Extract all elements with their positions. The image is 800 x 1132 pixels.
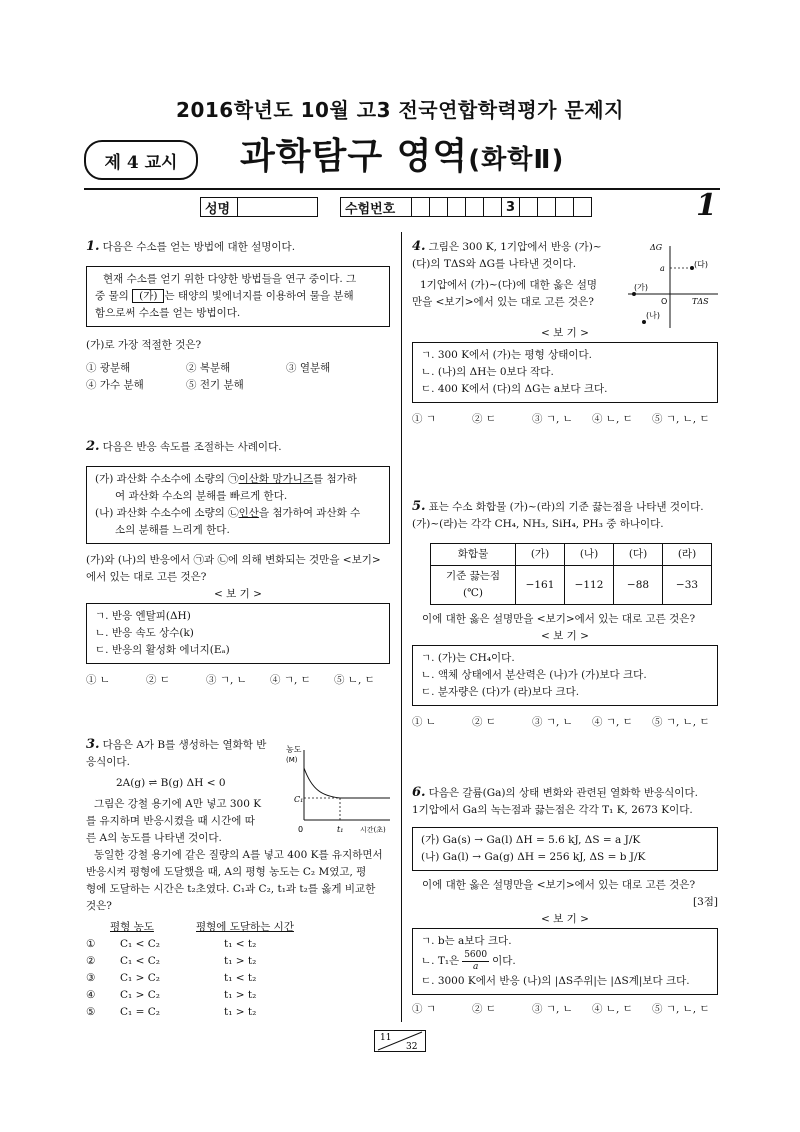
q3-table	[86, 919, 390, 1021]
q5-value-row: 기준 끓는점(℃) −161 −112 −88 −33	[431, 566, 712, 605]
bogi-item: ㄴ. (나)의 ΔH는 0보다 작다.	[421, 366, 554, 378]
q4-label-da: (다)	[694, 260, 708, 269]
exam-no-cell[interactable]	[412, 197, 430, 217]
q3-stem: 다음은 A가 B를 생성하는 열화학 반	[102, 739, 267, 751]
choice[interactable]: ③ ㄱ, ㄴ	[532, 1003, 573, 1015]
q4-graph-ylabel: ΔG	[650, 243, 663, 252]
exam-no-cell[interactable]	[430, 197, 448, 217]
q3-concentration-graph	[282, 740, 394, 840]
q4-graph-a: a	[660, 264, 665, 273]
q3-desc: 동일한 강철 용기에 같은 질량의 A를 넣고 400 K를 유지하면서	[94, 849, 383, 861]
q3-choice-row[interactable]: ⑤ C₁ = C₂ t₁ > t₂	[86, 1006, 257, 1018]
q4-label-ga: (가)	[634, 283, 648, 292]
q4-point-na	[642, 320, 646, 324]
choice[interactable]: ③ ㄱ, ㄴ	[206, 674, 247, 686]
choice[interactable]: ③ 열분해	[286, 362, 331, 374]
q3-number: 3.	[86, 737, 100, 752]
choice[interactable]: ⑤ ㄱ, ㄴ, ㄷ	[652, 413, 710, 425]
choice[interactable]: ① ㄴ	[86, 674, 110, 686]
q2-na: (나) 과산화 수소수에 소량의 ㉡인산을 첨가하여 과산화 수	[95, 507, 361, 519]
q6-choices	[412, 1001, 718, 1018]
fraction: 5600 a	[464, 950, 488, 972]
q5-ask: 이에 대한 옳은 설명만을 <보기>에서 있는 대로 고른 것은?	[422, 613, 696, 625]
q4-dg-tds-graph	[624, 238, 720, 330]
q5-header-row: 화합물 (가) (나) (다) (라)	[431, 544, 712, 566]
q3-choice-row[interactable]: ① C₁ < C₂ t₁ < t₂	[86, 938, 257, 950]
question-2	[86, 438, 390, 689]
exam-no-cell[interactable]	[466, 197, 484, 217]
page-number: 1	[696, 188, 717, 223]
q4-point-ga	[632, 292, 636, 296]
q2-bogi-title: < 보 기 >	[214, 588, 262, 600]
q4-stem-cont: (다)의 TΔS와 ΔG를 나타낸 것이다.	[412, 258, 577, 270]
exam-no-cell[interactable]	[556, 197, 574, 217]
choice[interactable]: ④ ㄴ, ㄷ	[592, 1003, 633, 1015]
q1-box-line: 중 물의 (가) 는 태양의 빛에너지를 이용하여 물을 분해	[95, 290, 354, 302]
bogi-item: ㄷ. 반응의 활성화 에너지(Eₐ)	[95, 644, 230, 656]
q6-box	[412, 827, 718, 871]
bogi-item: ㄱ. 반응 엔탈피(ΔH)	[95, 610, 191, 622]
q5-stem-cont: (가)~(라)는 각각 CH₄, NH₃, SiH₄, PH₃ 중 하나이다.	[412, 518, 664, 530]
choice[interactable]: ④ ㄱ, ㄷ	[592, 716, 633, 728]
choice[interactable]: ⑤ ㄴ, ㄷ	[334, 674, 375, 686]
name-number-row	[200, 197, 592, 217]
q6-bogi-title: < 보 기 >	[541, 913, 589, 925]
q2-ga: (가) 과산화 수소수에 소량의 ㉠이산화 망가니즈를 첨가하	[95, 473, 357, 485]
choice[interactable]: ② ㄷ	[472, 1003, 496, 1015]
q3-desc: 른 A의 농도를 나타낸 것이다.	[86, 832, 222, 844]
exam-no-cell[interactable]	[538, 197, 556, 217]
subject-main: 과학탐구 영역	[240, 136, 469, 177]
q4-number: 4.	[412, 239, 426, 254]
q3-stem-cont: 응식이다.	[86, 756, 130, 768]
q3-desc: 그림은 강철 용기에 A만 넣고 300 K	[94, 798, 262, 810]
exam-no-cell[interactable]	[520, 197, 538, 217]
q4-choices	[412, 411, 718, 428]
q1-box-line: 현재 수소를 얻기 위한 다양한 방법들을 연구 중이다. 그	[103, 273, 357, 285]
bogi-item: ㄴ. T₁은 5600 a 이다.	[421, 950, 516, 972]
choice[interactable]: ① ㄱ	[412, 1003, 436, 1015]
q4-stem-cont: 1기압에서 (가)~(다)에 대한 옳은 설명	[420, 279, 598, 291]
q5-number: 5.	[412, 499, 426, 514]
q3-desc: 형에 도달하는 시간은 t₂초였다. C₁과 C₂, t₁과 t₂를 옳게 비교한	[86, 883, 376, 895]
q3-graph-ylabel: 농도	[286, 745, 302, 754]
exam-no-cell[interactable]	[574, 197, 592, 217]
q5-stem: 표는 수소 화합물 (가)~(라)의 기준 끓는점을 나타낸 것이다.	[428, 501, 704, 513]
page-counter	[374, 1030, 426, 1052]
choice[interactable]: ④ ㄱ, ㄷ	[270, 674, 311, 686]
q3-graph-yunit: (M)	[286, 756, 298, 764]
q3-graph-c1: C₁	[294, 795, 304, 804]
bogi-item: ㄱ. (가)는 CH₄이다.	[421, 652, 515, 664]
choice[interactable]: ② ㄷ	[146, 674, 170, 686]
choice[interactable]: ① 광분해	[86, 362, 131, 374]
q3-equation: 2A(g) ⇌ B(g) ΔH < 0	[116, 777, 226, 789]
q3-desc: 것은?	[86, 900, 112, 912]
q4-bogi-title: < 보 기 >	[541, 327, 589, 339]
q5-table	[430, 543, 712, 605]
q2-number: 2.	[86, 439, 100, 454]
page-current: 11	[380, 1033, 392, 1043]
q3-graph-origin: 0	[298, 825, 304, 834]
q6-stem-cont: 1기압에서 Ga의 녹는점과 끓는점은 각각 T₁ K, 2673 K이다.	[412, 804, 693, 816]
q3-desc: 를 유지하며 반응시켰을 때 시간에 따	[86, 815, 255, 827]
question-1	[86, 238, 390, 394]
bogi-item: ㄱ. b는 a보다 크다.	[421, 935, 512, 947]
q3-desc: 반응시켜 평형에 도달했을 때, A의 평형 농도는 C₂ M였고, 평	[86, 866, 367, 878]
choice[interactable]: ① ㄱ	[412, 413, 436, 425]
q3-choice-row[interactable]: ② C₁ < C₂ t₁ > t₂	[86, 955, 257, 967]
q2-ga-cont: 여 과산화 수소의 분해를 빠르게 한다.	[115, 490, 288, 502]
header-rule	[84, 188, 720, 190]
period-badge: 제 4 교시	[84, 140, 198, 180]
q2-bogi	[86, 603, 390, 664]
q2-ask: (가)와 (나)의 반응에서 ㉠과 ㉡에 의해 변화되는 것만을 <보기>	[86, 554, 381, 566]
question-5	[412, 498, 718, 731]
q1-stem: 다음은 수소를 얻는 방법에 대한 설명이다.	[102, 241, 296, 253]
q4-stem-cont: 만을 <보기>에서 있는 대로 고른 것은?	[412, 296, 594, 308]
q6-eq: (가) Ga(s) → Ga(l) ΔH = 5.6 kJ, ΔS = a J/K	[421, 834, 641, 846]
choice[interactable]: ⑤ ㄱ, ㄴ, ㄷ	[652, 1003, 710, 1015]
q6-eq: (나) Ga(l) → Ga(g) ΔH = 256 kJ, ΔS = b J/K	[421, 851, 646, 863]
choice[interactable]: ③ ㄱ, ㄴ	[532, 716, 573, 728]
q6-number: 6.	[412, 785, 426, 800]
q3-col2: 평형에 도달하는 시간	[196, 921, 294, 933]
choice[interactable]: ② ㄷ	[472, 413, 496, 425]
subject-sub: (화학Ⅱ)	[468, 145, 565, 175]
choice[interactable]: ⑤ 전기 분해	[186, 379, 244, 391]
name-label: 성명	[200, 197, 238, 217]
q2-box	[86, 466, 390, 544]
name-field[interactable]	[238, 197, 318, 217]
q1-number: 1.	[86, 239, 100, 254]
q4-label-na: (나)	[646, 311, 660, 320]
bogi-item: ㄴ. 액체 상태에서 분산력은 (나)가 (가)보다 크다.	[421, 669, 647, 681]
q6-stem: 다음은 갈륨(Ga)의 상태 변화와 관련된 열화학 반응식이다.	[428, 787, 698, 799]
bogi-item: ㄴ. 반응 속도 상수(k)	[95, 627, 194, 639]
q2-choices	[86, 672, 390, 689]
q5-bogi	[412, 645, 718, 706]
q3-choice-row[interactable]: ④ C₁ > C₂ t₁ > t₂	[86, 989, 257, 1001]
q2-stem: 다음은 반응 속도를 조절하는 사례이다.	[102, 441, 282, 453]
q6-points: [3점]	[692, 896, 718, 908]
bogi-item: ㄱ. 300 K에서 (가)는 평형 상태이다.	[421, 349, 593, 361]
q4-graph-o: O	[661, 297, 668, 306]
q3-graph-xlabel: 시간(초)	[360, 826, 386, 834]
choice[interactable]: ① ㄴ	[412, 716, 436, 728]
choice[interactable]: ③ ㄱ, ㄴ	[532, 413, 573, 425]
exam-no-label: 수험번호	[340, 197, 412, 217]
q4-graph-xlabel: TΔS	[692, 297, 709, 306]
q1-choices	[86, 360, 390, 394]
q1-box-line: 함으로써 수소를 얻는 방법이다.	[95, 307, 241, 319]
q6-ask: 이에 대한 옳은 설명만을 <보기>에서 있는 대로 고른 것은?	[422, 879, 696, 891]
exam-no-digit: 3	[502, 197, 520, 217]
question-6	[412, 784, 718, 1018]
choice[interactable]: ⑤ ㄱ, ㄴ, ㄷ	[652, 716, 710, 728]
page-total: 32	[406, 1042, 418, 1052]
q5-choices	[412, 714, 718, 731]
choice[interactable]: ② 복분해	[186, 362, 231, 374]
bogi-item: ㄷ. 분자량은 (다)가 (라)보다 크다.	[421, 686, 580, 698]
q6-bogi	[412, 928, 718, 995]
q1-box	[86, 266, 390, 327]
q5-bogi-title: < 보 기 >	[541, 630, 589, 642]
column-divider	[401, 232, 402, 1022]
choice[interactable]: ④ 가수 분해	[86, 379, 144, 391]
exam-no-cell[interactable]	[448, 197, 466, 217]
q3-choice-row[interactable]: ③ C₁ > C₂ t₁ < t₂	[86, 972, 257, 984]
exam-no-cell[interactable]	[484, 197, 502, 217]
q1-ask: (가)로 가장 적절한 것은?	[86, 339, 202, 351]
q2-ask: 에서 있는 대로 고른 것은?	[86, 571, 207, 583]
q3-col1: 평형 농도	[110, 921, 154, 933]
q2-na-cont: 소의 분해를 느리게 한다.	[115, 524, 230, 536]
bogi-item: ㄷ. 400 K에서 (다)의 ΔG는 a보다 크다.	[421, 383, 608, 395]
q4-stem: 그림은 300 K, 1기압에서 반응 (가)~	[428, 241, 602, 253]
q1-blank-box: (가)	[132, 289, 164, 303]
q3-graph-t1: t₁	[337, 825, 344, 834]
q3-curve	[304, 768, 390, 798]
choice[interactable]: ② ㄷ	[472, 716, 496, 728]
choice[interactable]: ④ ㄴ, ㄷ	[592, 413, 633, 425]
bogi-item: ㄷ. 3000 K에서 반응 (나)의 |ΔS주위|는 |ΔS계|보다 크다.	[421, 975, 690, 987]
subject-title	[240, 128, 564, 179]
q4-bogi	[412, 342, 718, 403]
exam-title: 2016학년도 10월 고3 전국연합학력평가 문제지	[176, 98, 624, 122]
